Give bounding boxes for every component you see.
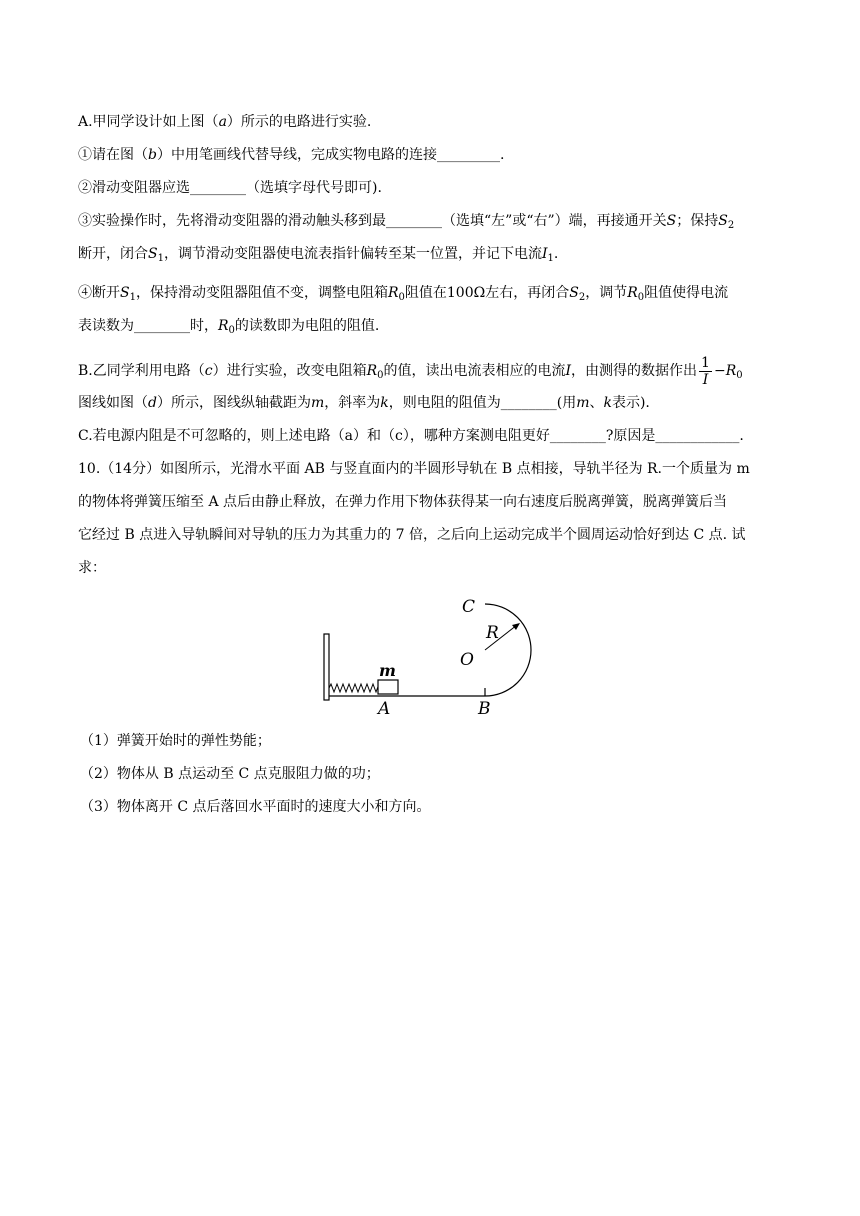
- part-a-question-3-line-1: ③实验操作时，先将滑动变阻器的滑动触头移到最________（选填“左”或“右”）端，再接通开关S；保持$S_2$: [78, 213, 735, 231]
- spring-track-diagram: [320, 592, 550, 722]
- label-m: m: [379, 661, 396, 680]
- label-b: B: [478, 699, 491, 719]
- part-a-question-3-line-2: 断开，闭合$S_1$，调节滑动变阻器使电流表指针偏转至某一位置，并记下电流$I_1$.: [78, 246, 559, 264]
- part-a-question-2: ②滑动变阻器应选________（选填字母代号即可).: [78, 180, 382, 196]
- fraction-1-over-i: $\frac{1}{I}$: [701, 354, 710, 388]
- q10-line-4: 求：: [78, 560, 106, 576]
- q10-line-3: 它经过 B 点进入导轨瞬间对导轨的压力为其重力的 7 倍，之后向上运动完成半个圆周运动恰好到达 C 点. 试: [78, 527, 746, 543]
- part-a-question-1: ①请在图（b）中用笔画线代替导线，完成实物电路的连接_________.: [78, 147, 505, 163]
- part-b-line-1: B.乙同学利用电路（c）进行实验，改变电阻箱$R_0$的值，读出电流表相应的电流I，由测得的数据作出 $\frac{1}{I}$ $-R_0$: [78, 354, 743, 388]
- radius-arrowhead-icon: [512, 623, 520, 630]
- part-a-question-4-line-1: ④断开$S_1$，保持滑动变阻器阻值不变，调整电阻箱$R_0$阻值在100Ω左右，再闭合$S_2$，调节$R_0$阻值使得电流: [78, 285, 729, 303]
- spring: [329, 684, 381, 692]
- wall: [324, 634, 329, 700]
- sub-question-3: （3）物体离开 C 点后落回水平面时的速度大小和方向。: [80, 799, 431, 815]
- part-c-line: C.若电源内阻是不可忽略的，则上述电路（a）和（c），哪种方案测电阻更好________?原因是____________.: [78, 428, 744, 444]
- q10-line-1: 10.（14分）如图所示，光滑水平面 AB 与竖直面内的半圆形导轨在 B 点相接，导轨半径为 R.一个质量为 m: [78, 461, 750, 477]
- sub-question-1: （1）弹簧开始时的弹性势能；: [80, 733, 271, 749]
- part-a-intro: A.甲同学设计如上图（a）所示的电路进行实验.: [78, 114, 372, 130]
- label-o: O: [460, 650, 474, 670]
- part-b-line-2: 图线如图（d）所示，图线纵轴截距为m，斜率为k，则电阻的阻值为________(用m、k表示).: [78, 395, 650, 411]
- q10-line-2: 的物体将弹簧压缩至 A 点后由静止释放，在弹力作用下物体获得某一向右速度后脱离弹簧，脱离弹簧后当: [78, 494, 728, 510]
- label-r: R: [486, 623, 499, 643]
- part-a-question-4-line-2: 表读数为________时，$R_0$的读数即为电阻的阻值.: [78, 318, 380, 336]
- label-a: A: [378, 699, 391, 719]
- semicircle-track: [485, 604, 531, 696]
- label-c: C: [462, 597, 476, 617]
- block: [378, 680, 398, 694]
- sub-question-2: （2）物体从 B 点运动至 C 点克服阻力做的功；: [80, 766, 380, 782]
